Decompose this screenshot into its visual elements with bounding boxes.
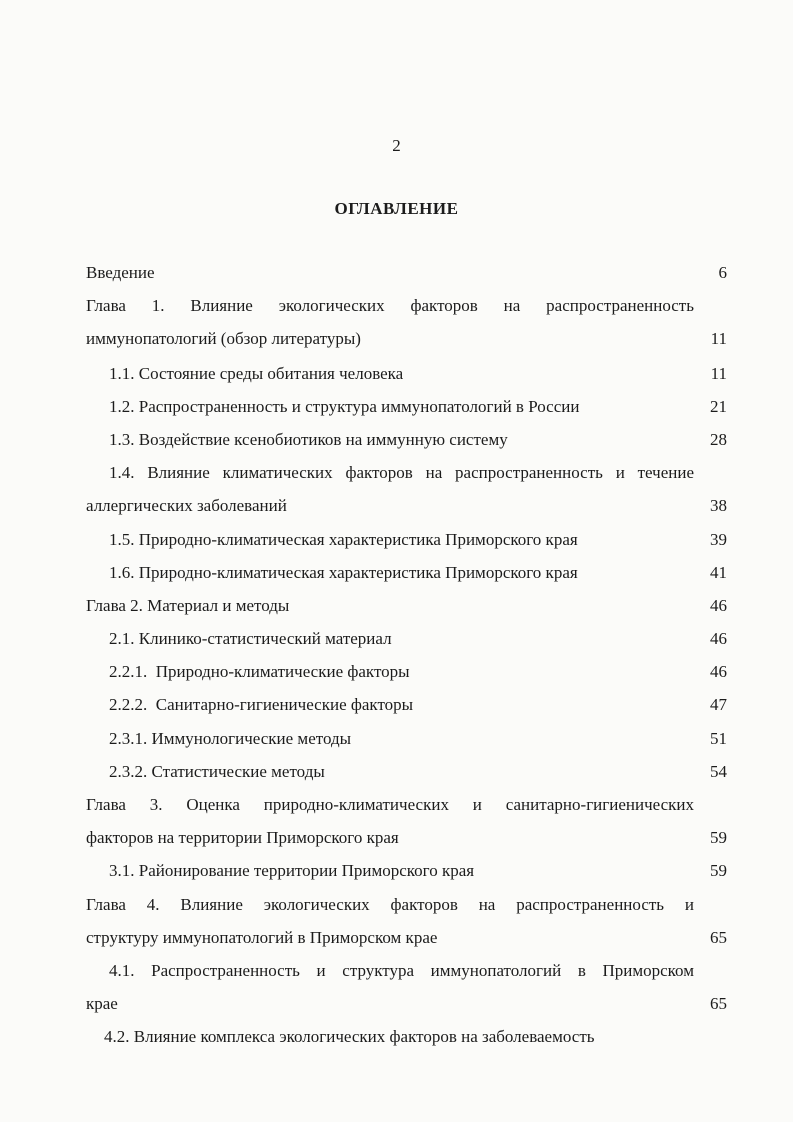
toc-entry-page: 11 (710, 364, 727, 383)
toc-entry-text: Глава 1. Влияние экологических факторов на распространенность (86, 296, 694, 315)
toc-entry-text: 1.2. Распространенность и структура иммунопатологий в России (109, 397, 580, 416)
toc-entry-text: Глава 3. Оценка природно-климатических и санитарно-гигиенических (86, 795, 694, 814)
toc-entry-page: 46 (710, 596, 727, 615)
toc-entry-page: 54 (710, 762, 727, 781)
toc-entry-text: 2.1. Клинико-статистический материал (109, 629, 392, 648)
toc-entry-page: 46 (710, 629, 727, 648)
toc-entry-page: 39 (710, 530, 727, 549)
toc-title: ОГЛАВЛЕНИЕ (334, 199, 459, 218)
toc-entry-text: 3.1. Районирование территории Приморского края (109, 861, 475, 880)
toc-entry-text: факторов на территории Приморского края (86, 828, 399, 847)
toc-entry-text: 1.1. Состояние среды обитания человека (109, 364, 404, 383)
toc-entry-text: 4.1. Распространенность и структура иммунопатологий в Приморском (109, 961, 694, 980)
toc-entry-page: 47 (710, 695, 727, 714)
toc-entry-text: 1.3. Воздействие ксенобиотиков на иммунную систему (109, 430, 508, 449)
toc-entry-text: крае (86, 994, 118, 1013)
toc-entry-page: 11 (710, 329, 727, 348)
toc-entry-page: 59 (710, 861, 727, 880)
toc-entry-page: 59 (710, 828, 727, 847)
toc-entry-page: 21 (710, 397, 727, 416)
toc-entry-text: иммунопатологий (обзор литературы) (86, 329, 361, 348)
toc-entry-page: 41 (710, 563, 727, 582)
page-number: 2 (392, 136, 401, 155)
toc-entry-page: 38 (710, 496, 727, 515)
toc-entry-page: 51 (710, 729, 727, 748)
toc-entry-text: 4.2. Влияние комплекса экологических факторов на заболеваемость (104, 1027, 595, 1046)
toc-entry-text: 2.3.2. Статистические методы (109, 762, 325, 781)
toc-entry-text: 1.4. Влияние климатических факторов на распространенность и течение (109, 463, 694, 482)
toc-entry-page: 28 (710, 430, 727, 449)
toc-entry-page: 65 (710, 994, 727, 1013)
toc-entry-text: Глава 4. Влияние экологических факторов на распространенность и (86, 895, 694, 914)
toc-entry-text: 2.3.1. Иммунологические методы (109, 729, 352, 748)
toc-entry-text: аллергических заболеваний (86, 496, 287, 515)
toc-entry-text: 1.6. Природно-климатическая характеристика Приморского края (109, 563, 578, 582)
toc-entry-page: 46 (710, 662, 727, 681)
toc-entry-text: 2.2.1. Природно-климатические факторы (109, 662, 410, 681)
toc-entry-page: 65 (710, 928, 727, 947)
toc-entry-page: 6 (718, 263, 727, 282)
toc-entry-text: структуру иммунопатологий в Приморском крае (86, 928, 438, 947)
toc-entry-text: 1.5. Природно-климатическая характеристика Приморского края (109, 530, 578, 549)
toc-entry-text: 2.2.2. Санитарно-гигиенические факторы (109, 695, 414, 714)
toc-entry-text: Введение (86, 263, 155, 282)
toc-entry-text: Глава 2. Материал и методы (86, 596, 290, 615)
